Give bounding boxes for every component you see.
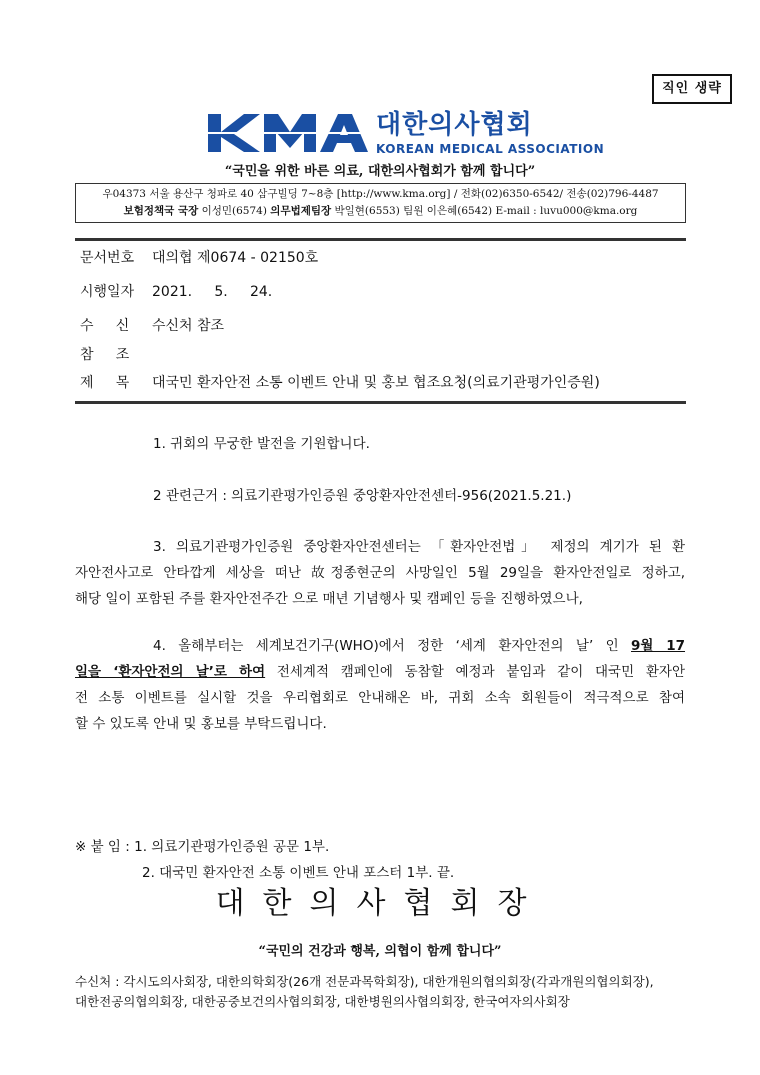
header-divider [75,238,686,241]
kma-korean-name: 대한의사협회 [376,110,533,140]
subject-row [80,373,600,393]
doc-number-row [80,248,318,268]
paragraph-4-line-1 [75,633,685,659]
recipients-line-2: 대한전공의협의회장, 대한공중보건의사협의회장, 대한병원의사협의회장, 한국여자의사회장 [75,994,570,1009]
paragraph-4-line-4: 할 수 있도록 안내 및 홍보를 부탁드립니다. [75,716,327,732]
attachments [75,837,329,857]
paragraph-1: 1. 귀회의 무궁한 발전을 기원합니다. [153,436,370,452]
subject-value: 대국민 환자안전 소통 이벤트 안내 및 홍보 협조요청(의료기관평가인증원) [152,375,600,391]
paragraph-2: 2 관련근거 : 의료기관평가인증원 중앙환자안전센터-956(2021.5.21.) [153,488,572,504]
reference-label: 참 조 [80,347,130,363]
attachment-item-2: 2. 대국민 환자안전 소통 이벤트 안내 포스터 1부. 끝. [142,865,455,881]
paragraph-4-emphasis-2: 일을 ‘환자안전의 날’로 하여 [75,664,266,680]
paragraph-4-line-2-text: 전세계적 캠페인에 동참할 예정과 붙임과 같이 대국민 환자안 [265,664,685,680]
reference-row [80,345,152,365]
slogan-bottom: “국민의 건강과 행복, 의협이 함께 합니다” [258,944,502,959]
contact-text-1: 이성민(6574) [198,205,271,217]
contact-text-2: 박일현(6553) 팀원 이은혜(6542) E-mail : luvu000@kma.org [331,205,638,217]
attachments-label: ※ 붙 임 : [75,839,130,855]
seal-omitted-stamp: 직인 생략 [652,74,732,104]
recipients-list [75,972,695,1012]
kma-english-name: KOREAN MEDICAL ASSOCIATION [376,142,605,156]
paragraph-4 [75,633,685,737]
sender-signature: 대한의사협회장 [215,886,545,921]
meta-divider [75,401,686,404]
paragraph-4-emphasis-1: 9월 17 [631,638,686,654]
date-label: 시행일자 [80,284,135,300]
paragraph-4-line-1-text: 4. 올해부터는 세계보건기구(WHO)에서 정한 ‘세계 환자안전의 날’ 인 [153,638,632,654]
paragraph-3-line-2: 자안전사고로 안타깝게 세상을 떠난 故정종현군의 사망일인 5월 29일을 환자안전일로 정하고, [75,565,685,581]
contact-box [75,183,686,223]
doc-number: 대의협 제0674 - 02150호 [152,250,319,266]
paragraph-3-line-1: 3. 의료기관평가인증원 중앙환자안전센터는 「환자안전법」 제정의 계기가 된 환 [153,539,685,555]
slogan-top: “국민을 위한 바른 의료, 대한의사협회가 함께 합니다” [224,164,536,179]
recipient-value: 수신처 참조 [152,318,225,334]
doc-number-label: 문서번호 [80,250,135,266]
subject-label: 제 목 [80,375,130,391]
contact-label-2: 의무법제팀장 [270,205,332,217]
paragraph-4-line-2 [75,659,685,685]
contact-line-2 [82,203,679,220]
date-value: 2021. 5. 24. [152,284,273,300]
paragraph-3-line-3: 해당 일이 포함된 주를 환자안전주간 으로 매년 기념행사 및 캠페인 등을 진행하였으나, [75,591,583,607]
paragraph-4-line-3: 전 소통 이벤트를 실시할 것을 우리협회로 안내해온 바, 귀회 소속 회원들이 적극적으로 참여 [75,690,685,706]
recipient-row [80,316,224,336]
contact-line-1: 우04373 서울 용산구 청파로 40 삼구빌딩 7~8층 [http://www.kma.org] / 전화(02)6350-6542/ 전송(02)796-4487 [102,188,659,200]
contact-label-1: 보험정책국 국장 [123,205,199,217]
attachment-item-1: 1. 의료기관평가인증원 공문 1부. [134,839,330,855]
recipient-label: 수 신 [80,318,130,334]
recipients-line-1: 수신처 : 각시도의사회장, 대한의학회장(26개 전문과목학회장), 대한개원의협의회장(각과개원의협의회장), [75,974,654,989]
kma-logo [208,110,368,156]
date-row [80,282,272,302]
paragraph-3 [75,534,685,612]
